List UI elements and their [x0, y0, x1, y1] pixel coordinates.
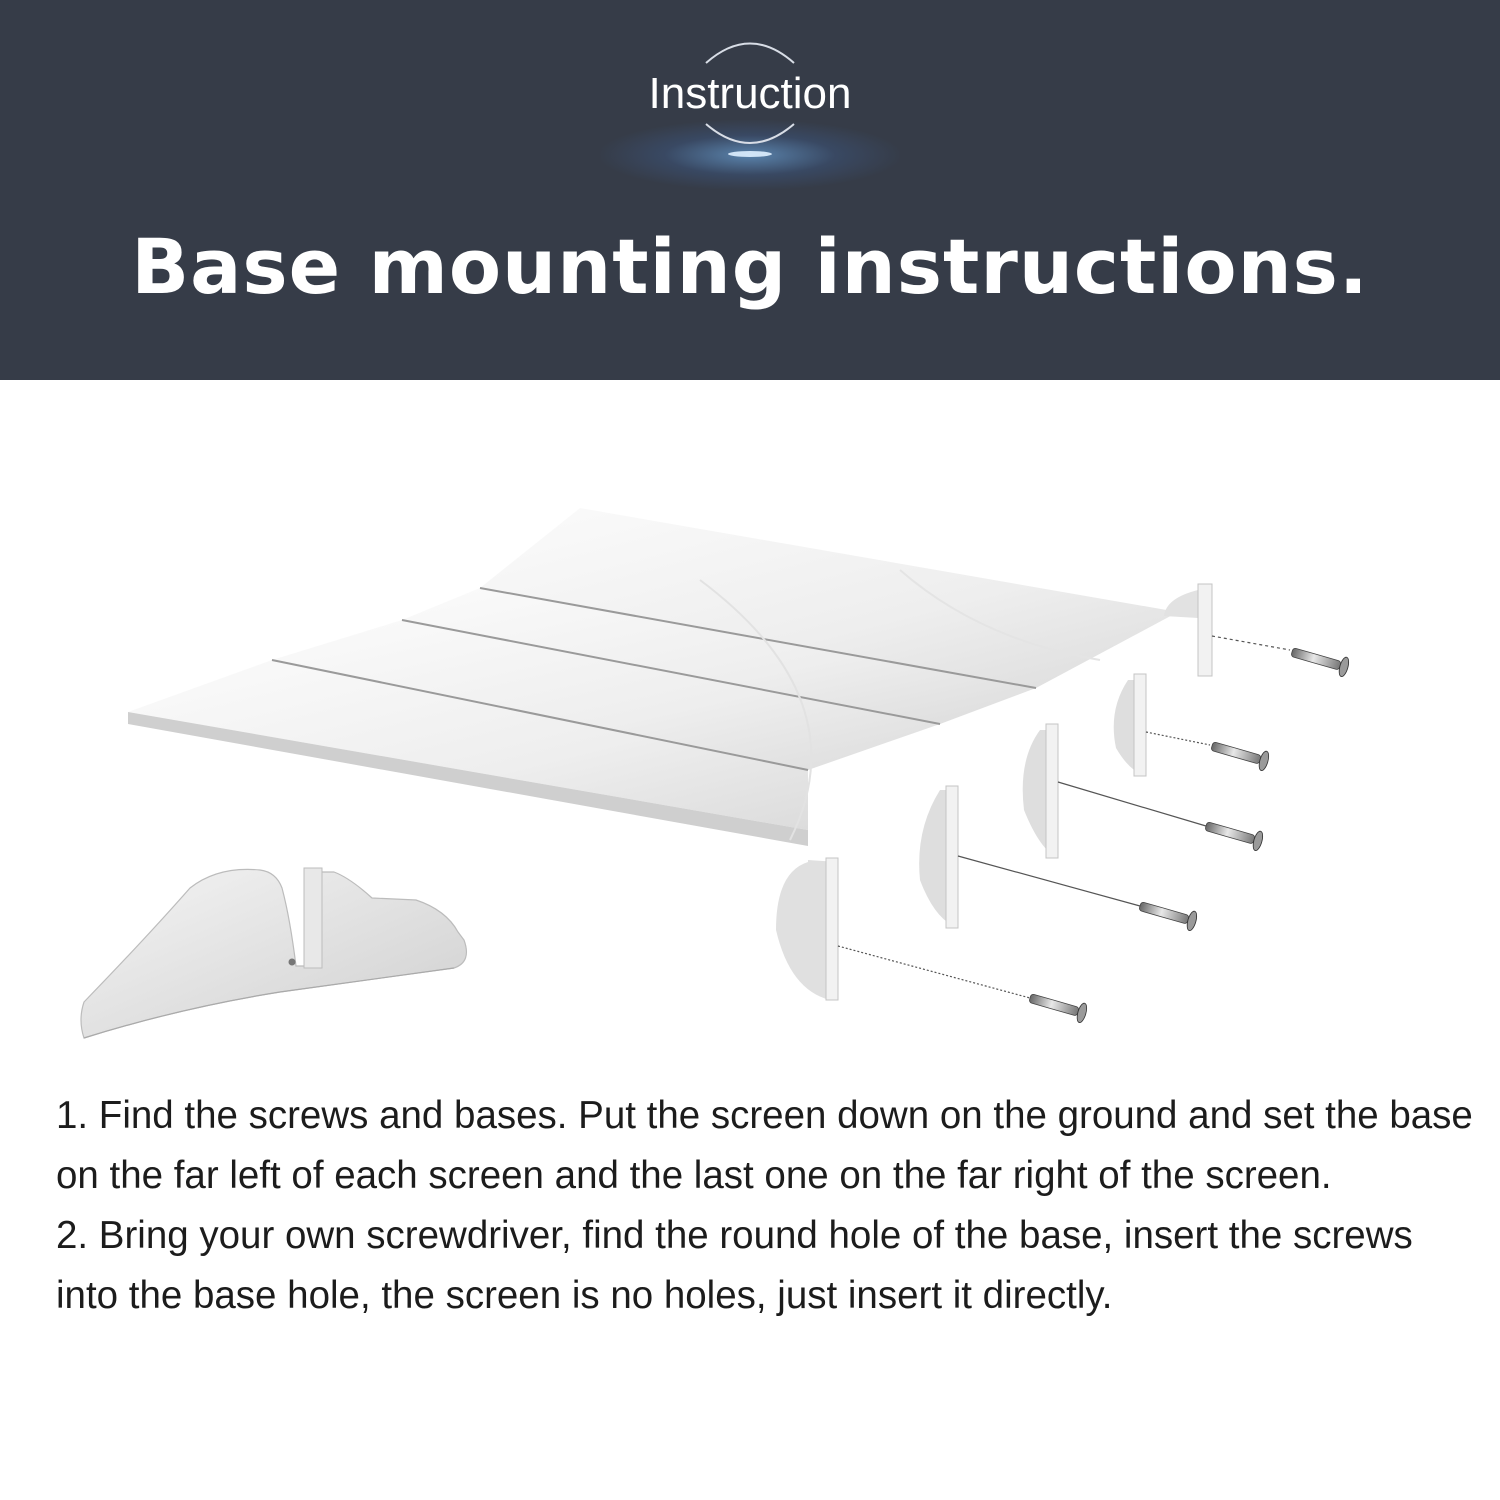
screws	[1027, 642, 1350, 1023]
page-title: Base mounting instructions.	[131, 222, 1369, 311]
section-eyebrow: Instruction	[648, 69, 852, 118]
step-1-text: 1. Find the screws and bases. Put the screen down on the ground and set the base on the far left of each screen and the last one on the far right of the screen.	[56, 1094, 1473, 1197]
folding-screen-panels	[128, 508, 1178, 846]
base-closeup	[81, 868, 466, 1038]
instruction-steps	[56, 1086, 1476, 1326]
assembly-illustration	[0, 380, 1500, 1080]
step-2-text: 2. Bring your own screwdriver, find the round hole of the base, insert the screws into the base hole, the screen is no holes, just insert it directly.	[56, 1214, 1413, 1317]
title-arc-ornament	[0, 0, 1500, 380]
header-banner	[0, 0, 1500, 380]
